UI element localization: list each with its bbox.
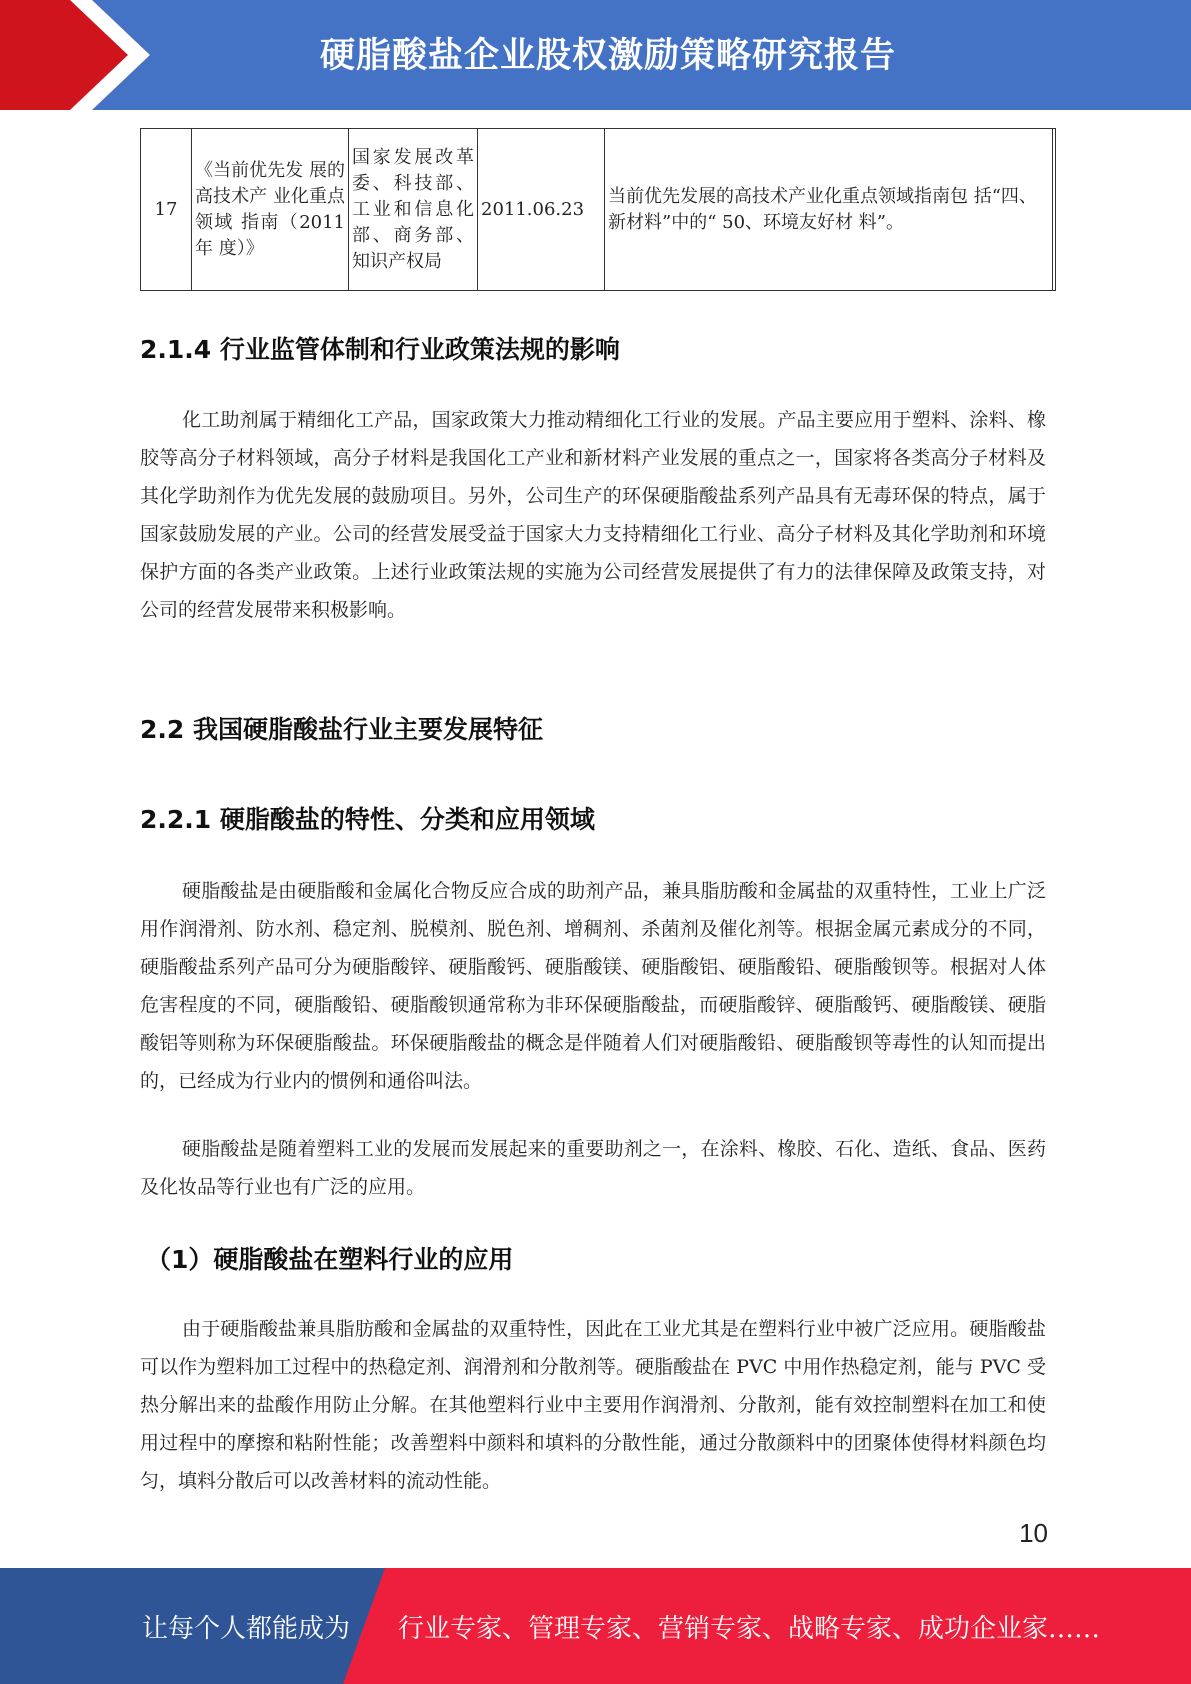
row-number: 17 [141, 129, 192, 291]
paragraph-stearate-applications: 硬脂酸盐是随着塑料工业的发展而发展起来的重要助剂之一，在涂料、橡胶、石化、造纸、食品、医药及化妆品等行业也有广泛的应用。 [140, 1138, 1046, 1198]
footer-slogan-left: 让每个人都能成为 [142, 1614, 351, 1644]
report-title: 硬脂酸盐企业股权激励策略研究报告 [320, 36, 897, 76]
issuing-department: 国家发展改革委、科技部、工业和信息化部、商务部、知识产权局 [349, 129, 478, 291]
page-number: 10 [1019, 1518, 1048, 1548]
issue-date: 2011.06.23 [478, 129, 605, 291]
section-heading-2-2-1: 2.2.1 硬脂酸盐的特性、分类和应用领域 [140, 805, 595, 834]
section-heading-2-1-4: 2.1.4 行业监管体制和行业政策法规的影响 [140, 335, 620, 364]
table-border-line [1052, 128, 1053, 290]
header-arrow-decoration [0, 0, 150, 110]
paragraph-stearate-properties: 硬脂酸盐是由硬脂酸和金属化合物反应合成的助剂产品，兼具脂肪酸和金属盐的双重特性，工业上广泛用作润滑剂、防水剂、稳定剂、脱模剂、脱色剂、增稠剂、杀菌剂及催化剂等。根据金属元素成分的不同，硬脂酸盐系列产品可分为硬脂酸锌、硬脂酸钙、硬脂酸镁、硬脂酸铝、硬脂酸铅、硬脂酸钡等。根据对人体危害程度的不同，硬脂酸铅、硬脂酸钡通常称为非环保硬脂酸盐，而硬脂酸锌、硬脂酸钙、硬脂酸镁、硬脂酸铝等则称为环保硬脂酸盐。环保硬脂酸盐的概念是伴随着人们对硬脂酸铅、硬脂酸钡等毒性的认知而提出的，已经成为行业内的惯例和通俗叫法。 [140, 880, 1046, 1092]
page-header [0, 0, 1191, 110]
policy-content: 当前优先发展的高技术产业化重点领域指南包 括“四、新材料”中的“ 50、环境友好材 料”。 [605, 129, 1056, 291]
section-heading-2-2: 2.2 我国硬脂酸盐行业主要发展特征 [140, 715, 543, 744]
page-footer [0, 1568, 1191, 1684]
paragraph-policy-impact: 化工助剂属于精细化工产品，国家政策大力推动精细化工行业的发展。产品主要应用于塑料、涂料、橡胶等高分子材料领域，高分子材料是我国化工产业和新材料产业发展的重点之一，国家将各类高分子材料及其化学助剂作为优先发展的鼓励项目。另外，公司生产的环保硬脂酸盐系列产品具有无毒环保的特点，属于国家鼓励发展的产业。公司的经营发展受益于国家大力支持精细化工行业、高分子材料及其化学助剂和环境保护方面的各类产业政策。上述行业政策法规的实施为公司经营发展提供了有力的法律保障及政策支持，对公司的经营发展带来积极影响。 [140, 409, 1046, 621]
paragraph-plastics-usage: 由于硬脂酸盐兼具脂肪酸和金属盐的双重特性，因此在工业尤其是在塑料行业中被广泛应用。硬脂酸盐可以作为塑料加工过程中的热稳定剂、润滑剂和分散剂等。硬脂酸盐在 PVC 中用作热稳定剂，能与 PVC 受热分解出来的盐酸作用防止分解。在其他塑料行业中主要用作润滑剂、分散剂，能有效控制塑料在加工和使用过程中的摩擦和粘附性能；改善塑料中颜料和填料的分散性能，通过分散颜料中的团聚体使得材料颜色均匀，填料分散后可以改善材料的流动性能。 [140, 1318, 1046, 1492]
policy-table [140, 128, 1056, 291]
subsection-heading-plastics: （1）硬脂酸盐在塑料行业的应用 [146, 1245, 514, 1274]
footer-slogan-right: 行业专家、管理专家、营销专家、战略专家、成功企业家…… [398, 1614, 1101, 1644]
table-row [141, 129, 1056, 291]
policy-name: 《当前优先发 展的高技术产 业化重点领域 指南（2011 年 度）》 [192, 129, 349, 291]
